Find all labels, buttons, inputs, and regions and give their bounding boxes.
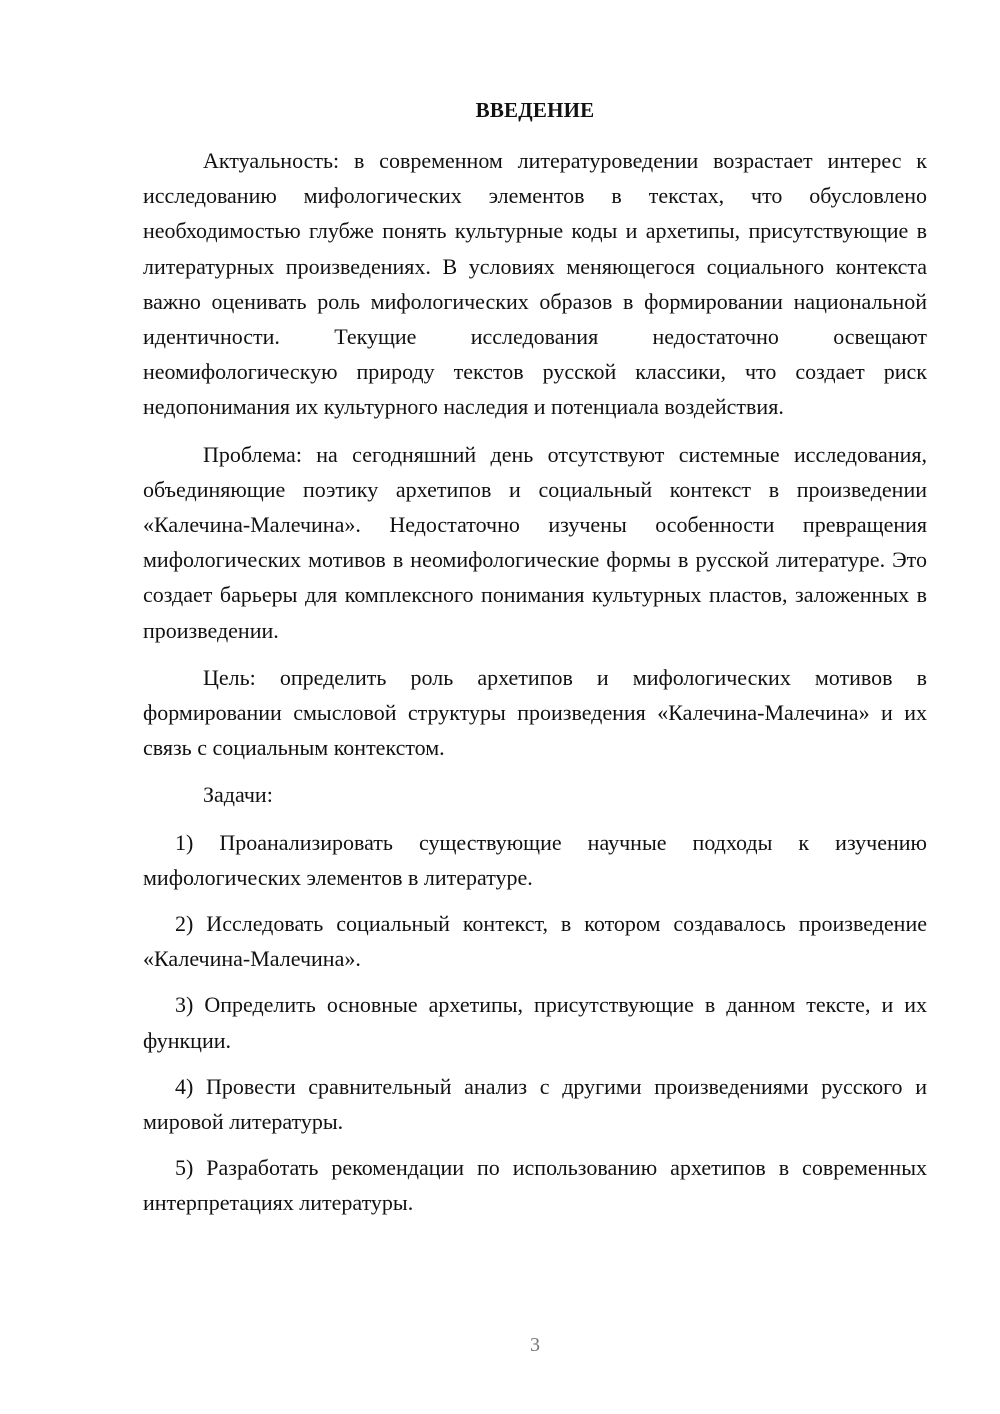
page-number: 3 xyxy=(530,1334,540,1356)
task-item: 2) Исследовать социальный контекст, в котором создавалось произведение «Калечина-Малечина». xyxy=(143,911,927,972)
document-body xyxy=(143,143,927,1232)
task-item: 5) Разработать рекомендации по использованию архетипов в современных интерпретациях литературы. xyxy=(143,1155,927,1216)
tasks-label: Задачи: xyxy=(203,782,273,808)
task-item: 4) Провести сравнительный анализ с другими произведениями русского и мировой литературы. xyxy=(143,1073,927,1135)
problem-paragraph: Проблема: на сегодняшний день отсутствуют системные исследования, объединяющие поэтику архетипов и социальный контекст в произведении «Калечина-Малечина». Недостаточно изучены особенности превращения мифологических мотивов в неомифологические формы в русской литературе. Это создает барьеры для комплексного понимания культурных пластов, заложенных в произведении. xyxy=(143,441,927,643)
section-heading: ВВЕДЕНИЕ xyxy=(475,98,595,122)
relevance-paragraph: Актуальность: в современном литературоведении возрастает интерес к исследованию мифологических элементов в текстах, что обусловлено необходимостью глубже понять культурные коды и архетипы, присутствующие в литературных произведениях. В условиях меняющегося социального контекста важно оценивать роль мифологических образов в формировании национальной идентичности. Текущие исследования недостаточно освещают неомифологическую природу текстов русской классики, что создает риск недопонимания их культурного наследия и потенциала воздействия. xyxy=(143,148,927,420)
task-item: 3) Определить основные архетипы, присутствующие в данном тексте, и их функции. xyxy=(143,992,927,1053)
goal-paragraph: Цель: определить роль архетипов и мифологических мотивов в формировании смысловой структуры произведения «Калечина-Малечина» и их связь с социальным контекстом. xyxy=(143,664,927,761)
task-item: 1) Проанализировать существующие научные подходы к изучению мифологических элементов в литературе. xyxy=(143,829,927,890)
